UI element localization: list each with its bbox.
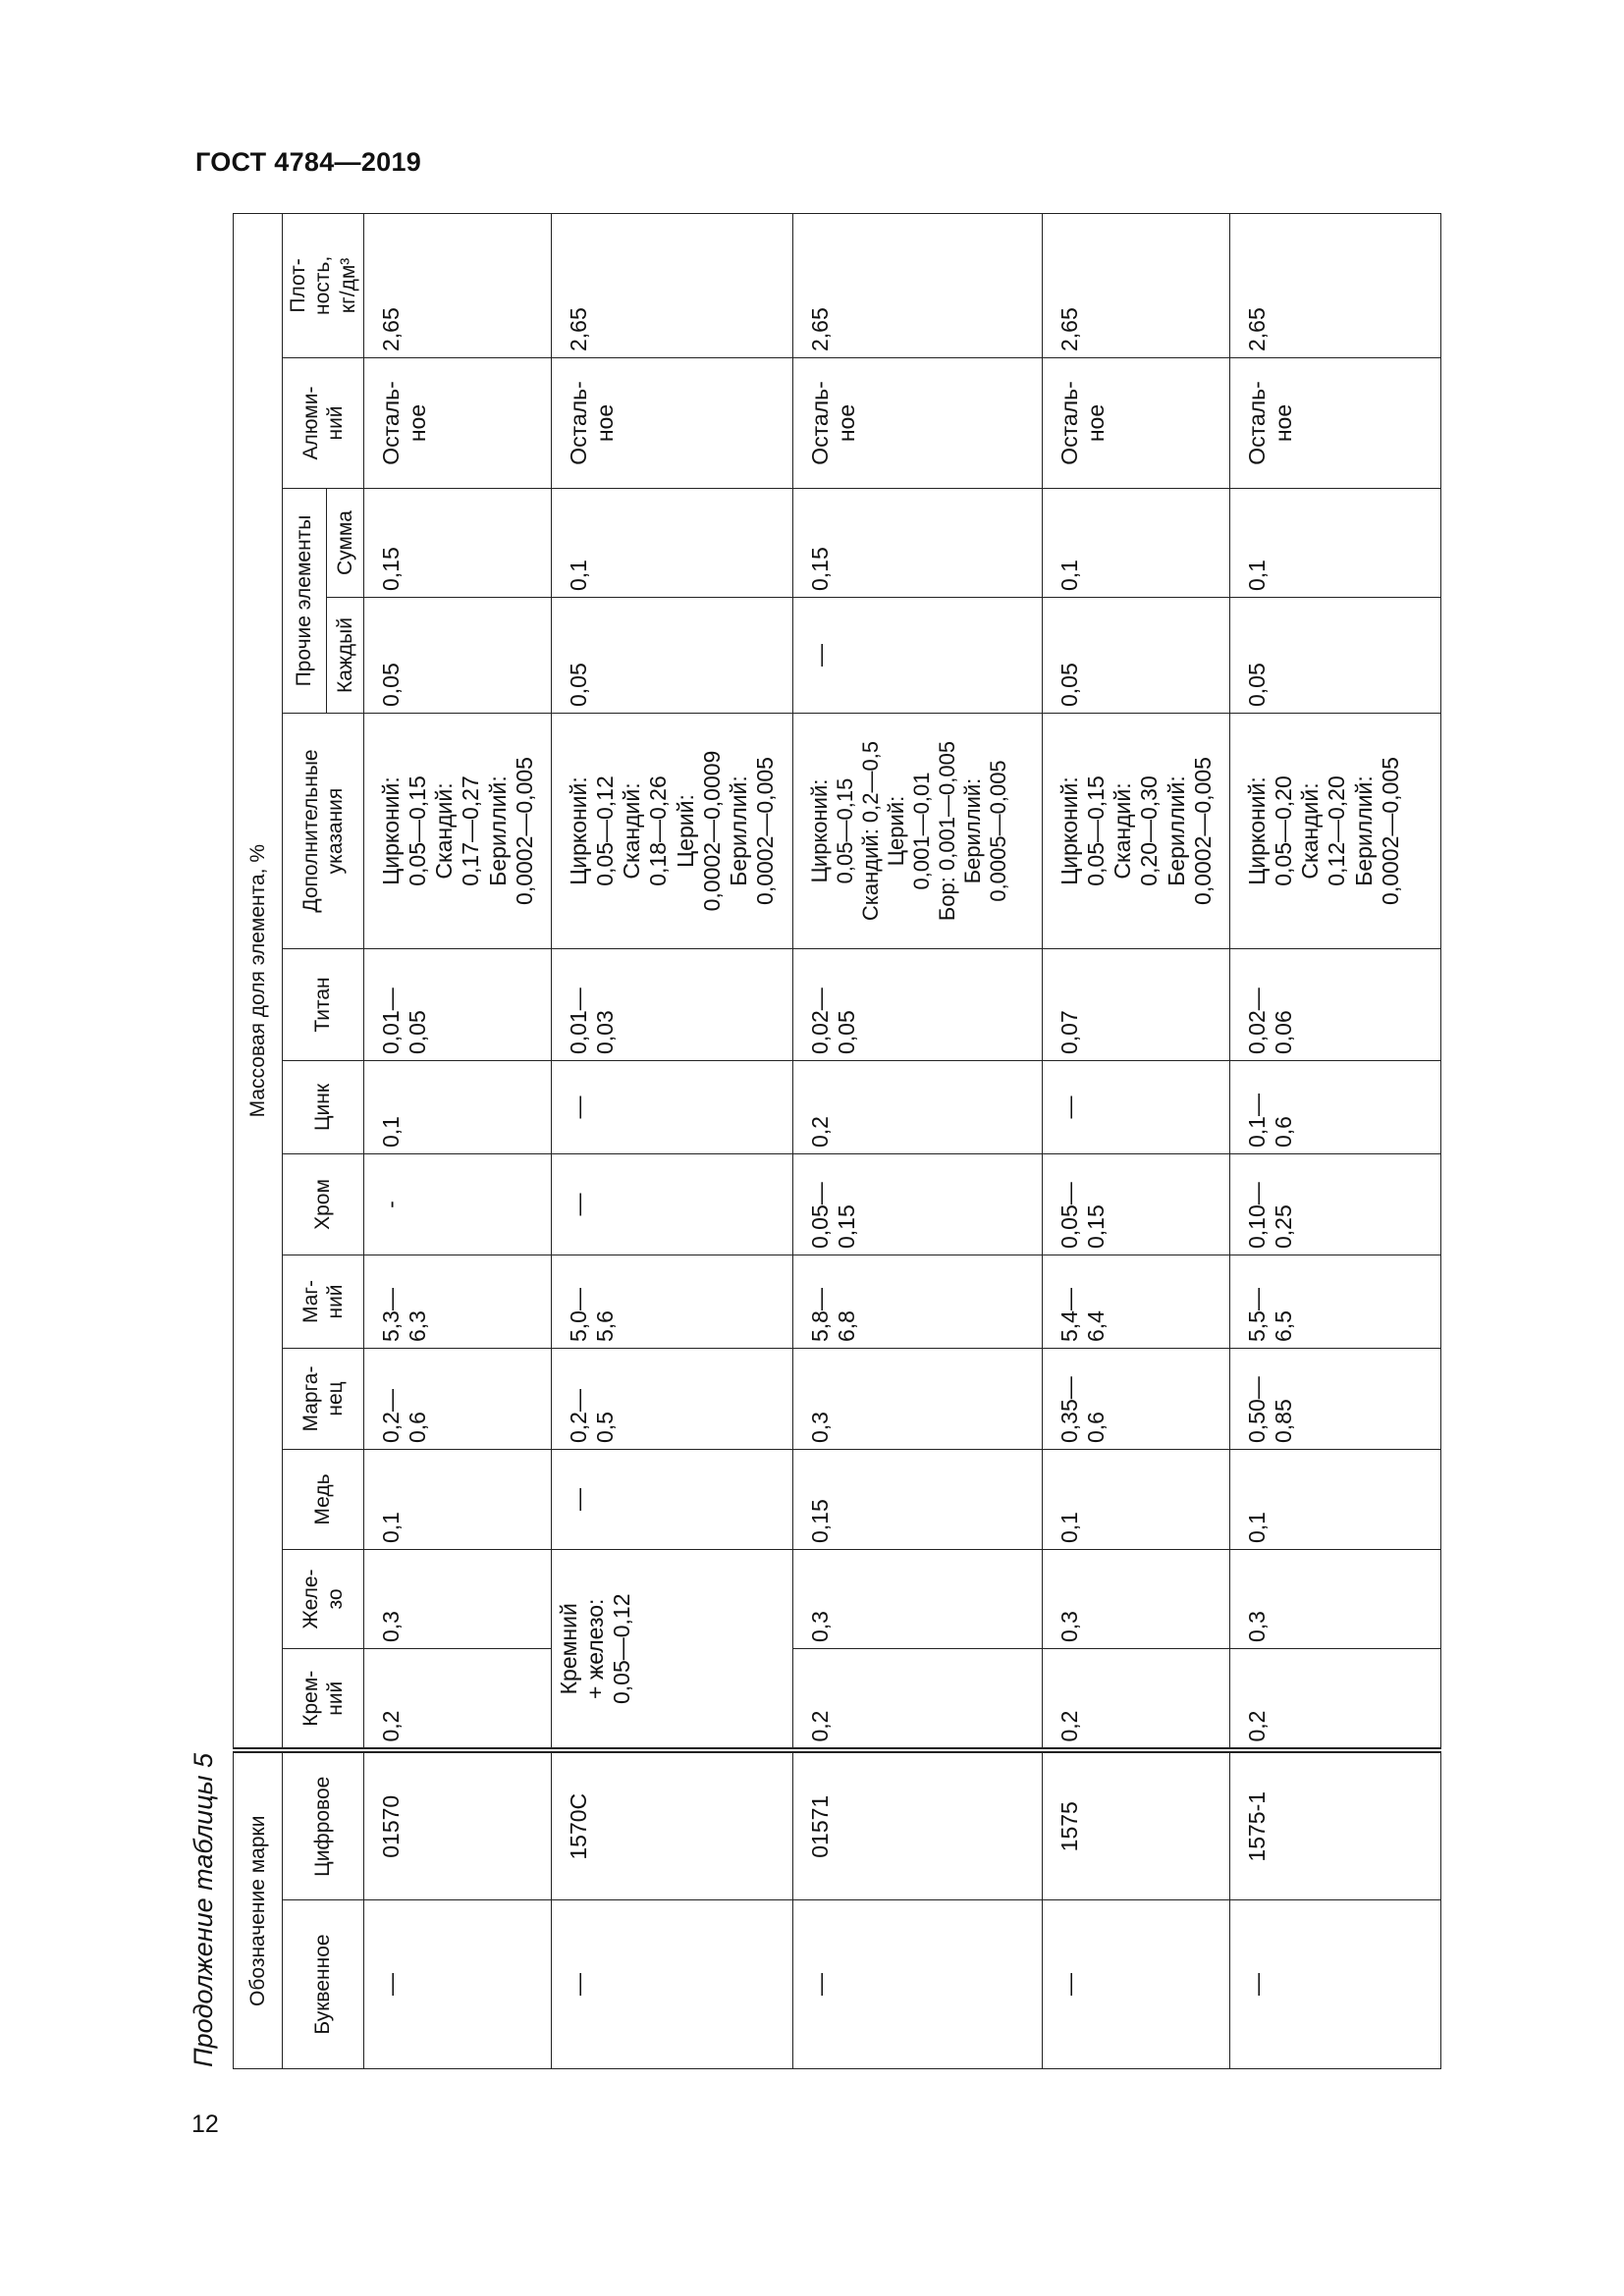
table-row bbox=[1043, 213, 1230, 2068]
header-additional: Дополнительные указания bbox=[283, 714, 364, 949]
cell-additional: Цирконий: 0,05—0,15 Скандий: 0,2—0,5 Церий: 0,001—0,01 Бор: 0,001—0,005 Бериллий: 0,0005—0,005 bbox=[793, 714, 1043, 949]
cell-manganese: 0,2— 0,5 bbox=[552, 1349, 793, 1450]
header-zinc: Цинк bbox=[283, 1061, 364, 1154]
cell-zinc: — bbox=[552, 1061, 793, 1154]
cell-manganese: 0,3 bbox=[793, 1349, 1043, 1450]
cell-letter: — bbox=[793, 1900, 1043, 2069]
cell-zinc: 0,1— 0,6 bbox=[1230, 1061, 1441, 1154]
table-row bbox=[364, 213, 552, 2068]
cell-magnesium: 5,4— 6,4 bbox=[1043, 1255, 1230, 1349]
cell-titanium: 0,02— 0,05 bbox=[793, 949, 1043, 1061]
cell-chromium: 0,05— 0,15 bbox=[793, 1154, 1043, 1255]
cell-titanium: 0,01— 0,03 bbox=[552, 949, 793, 1061]
cell-aluminium: Осталь- ное bbox=[1230, 358, 1441, 489]
cell-chromium: — bbox=[552, 1154, 793, 1255]
cell-zinc: — bbox=[1043, 1061, 1230, 1154]
cell-each: 0,05 bbox=[364, 598, 552, 714]
cell-each: 0,05 bbox=[552, 598, 793, 714]
cell-each: 0,05 bbox=[1043, 598, 1230, 714]
cell-copper: 0,15 bbox=[793, 1450, 1043, 1550]
cell-zinc: 0,2 bbox=[793, 1061, 1043, 1154]
composition-table bbox=[233, 213, 1441, 2069]
cell-aluminium: Осталь- ное bbox=[1043, 358, 1230, 489]
cell-copper: 0,1 bbox=[1043, 1450, 1230, 1550]
header-mass-fraction: Массовая доля элемента, % bbox=[234, 213, 283, 1750]
header-letter: Буквенное bbox=[283, 1900, 364, 2069]
document-header: ГОСТ 4784—2019 bbox=[195, 147, 422, 177]
cell-additional: Цирконий: 0,05—0,15 Скандий: 0,20—0,30 Бериллий: 0,0002—0,005 bbox=[1043, 714, 1230, 949]
cell-aluminium: Осталь- ное bbox=[793, 358, 1043, 489]
cell-sum: 0,1 bbox=[1043, 489, 1230, 598]
cell-titanium: 0,02— 0,06 bbox=[1230, 949, 1441, 1061]
cell-digital: 01571 bbox=[793, 1751, 1043, 1900]
header-iron: Желе- зо bbox=[283, 1550, 364, 1649]
cell-silicon: 0,2 bbox=[1230, 1649, 1441, 1751]
cell-density: 2,65 bbox=[552, 213, 793, 357]
cell-letter: — bbox=[364, 1900, 552, 2069]
cell-additional: Цирконий: 0,05—0,12 Скандий: 0,18—0,26 Церий: 0,0002—0,0009 Бериллий: 0,0002—0,005 bbox=[552, 714, 793, 949]
cell-silicon: 0,2 bbox=[1043, 1649, 1230, 1751]
header-density: Плот- ность, кг/дм³ bbox=[283, 213, 364, 357]
header-copper: Медь bbox=[283, 1450, 364, 1550]
cell-zinc: 0,1 bbox=[364, 1061, 552, 1154]
cell-iron: 0,3 bbox=[793, 1550, 1043, 1649]
header-each: Каждый bbox=[327, 598, 364, 714]
cell-silicon: 0,2 bbox=[364, 1649, 552, 1751]
cell-copper: 0,1 bbox=[1230, 1450, 1441, 1550]
cell-magnesium: 5,3— 6,3 bbox=[364, 1255, 552, 1349]
cell-digital: 1570С bbox=[552, 1751, 793, 1900]
table-caption: Продолжение таблицы 5 bbox=[189, 1752, 218, 2067]
cell-sum: 0,15 bbox=[793, 489, 1043, 598]
cell-density: 2,65 bbox=[1043, 213, 1230, 357]
cell-sum: 0,1 bbox=[1230, 489, 1441, 598]
cell-titanium: 0,01— 0,05 bbox=[364, 949, 552, 1061]
cell-copper: 0,1 bbox=[364, 1450, 552, 1550]
cell-magnesium: 5,8— 6,8 bbox=[793, 1255, 1043, 1349]
cell-manganese: 0,50— 0,85 bbox=[1230, 1349, 1441, 1450]
rotated-table-block bbox=[174, 214, 1440, 2069]
cell-each: — bbox=[793, 598, 1043, 714]
cell-digital: 1575-1 bbox=[1230, 1751, 1441, 1900]
header-chromium: Хром bbox=[283, 1154, 364, 1255]
cell-magnesium: 5,5— 6,5 bbox=[1230, 1255, 1441, 1349]
cell-chromium: 0,10— 0,25 bbox=[1230, 1154, 1441, 1255]
cell-each: 0,05 bbox=[1230, 598, 1441, 714]
cell-manganese: 0,35— 0,6 bbox=[1043, 1349, 1230, 1450]
cell-aluminium: Осталь- ное bbox=[364, 358, 552, 489]
cell-iron: 0,3 bbox=[1043, 1550, 1230, 1649]
header-sum: Сумма bbox=[327, 489, 364, 598]
page-number: 12 bbox=[191, 2110, 219, 2138]
table-row bbox=[793, 213, 1043, 2068]
cell-silicon: 0,2 bbox=[793, 1649, 1043, 1751]
cell-sum: 0,1 bbox=[552, 489, 793, 598]
header-titanium: Титан bbox=[283, 949, 364, 1061]
cell-silicon-iron: Кремний + железо: 0,05—0,12 bbox=[552, 1550, 793, 1751]
cell-aluminium: Осталь- ное bbox=[552, 358, 793, 489]
cell-magnesium: 5,0— 5,6 bbox=[552, 1255, 793, 1349]
table-row bbox=[1230, 213, 1441, 2068]
cell-digital: 1575 bbox=[1043, 1751, 1230, 1900]
cell-manganese: 0,2— 0,6 bbox=[364, 1349, 552, 1450]
cell-chromium: - bbox=[364, 1154, 552, 1255]
cell-iron: 0,3 bbox=[1230, 1550, 1441, 1649]
cell-chromium: 0,05— 0,15 bbox=[1043, 1154, 1230, 1255]
cell-additional: Цирконий: 0,05—0,15 Скандий: 0,17—0,27 Бериллий: 0,0002—0,005 bbox=[364, 714, 552, 949]
cell-additional: Цирконий: 0,05—0,20 Скандий: 0,12—0,20 Бериллий: 0,0002—0,005 bbox=[1230, 714, 1441, 949]
cell-density: 2,65 bbox=[364, 213, 552, 357]
cell-letter: — bbox=[1043, 1900, 1230, 2069]
cell-letter: — bbox=[1230, 1900, 1441, 2069]
header-aluminium: Алюми- ний bbox=[283, 358, 364, 489]
table-row bbox=[552, 213, 793, 2068]
cell-letter: — bbox=[552, 1900, 793, 2069]
cell-density: 2,65 bbox=[793, 213, 1043, 357]
cell-sum: 0,15 bbox=[364, 489, 552, 598]
header-magnesium: Маг- ний bbox=[283, 1255, 364, 1349]
cell-copper: — bbox=[552, 1450, 793, 1550]
header-designation: Обозначение марки bbox=[234, 1751, 283, 2069]
cell-titanium: 0,07 bbox=[1043, 949, 1230, 1061]
cell-density: 2,65 bbox=[1230, 213, 1441, 357]
header-other-elements: Прочие элементы bbox=[283, 489, 327, 714]
header-digital: Цифровое bbox=[283, 1751, 364, 1900]
cell-iron: 0,3 bbox=[364, 1550, 552, 1649]
header-manganese: Марга- нец bbox=[283, 1349, 364, 1450]
header-silicon: Крем- ний bbox=[283, 1649, 364, 1751]
cell-digital: 01570 bbox=[364, 1751, 552, 1900]
